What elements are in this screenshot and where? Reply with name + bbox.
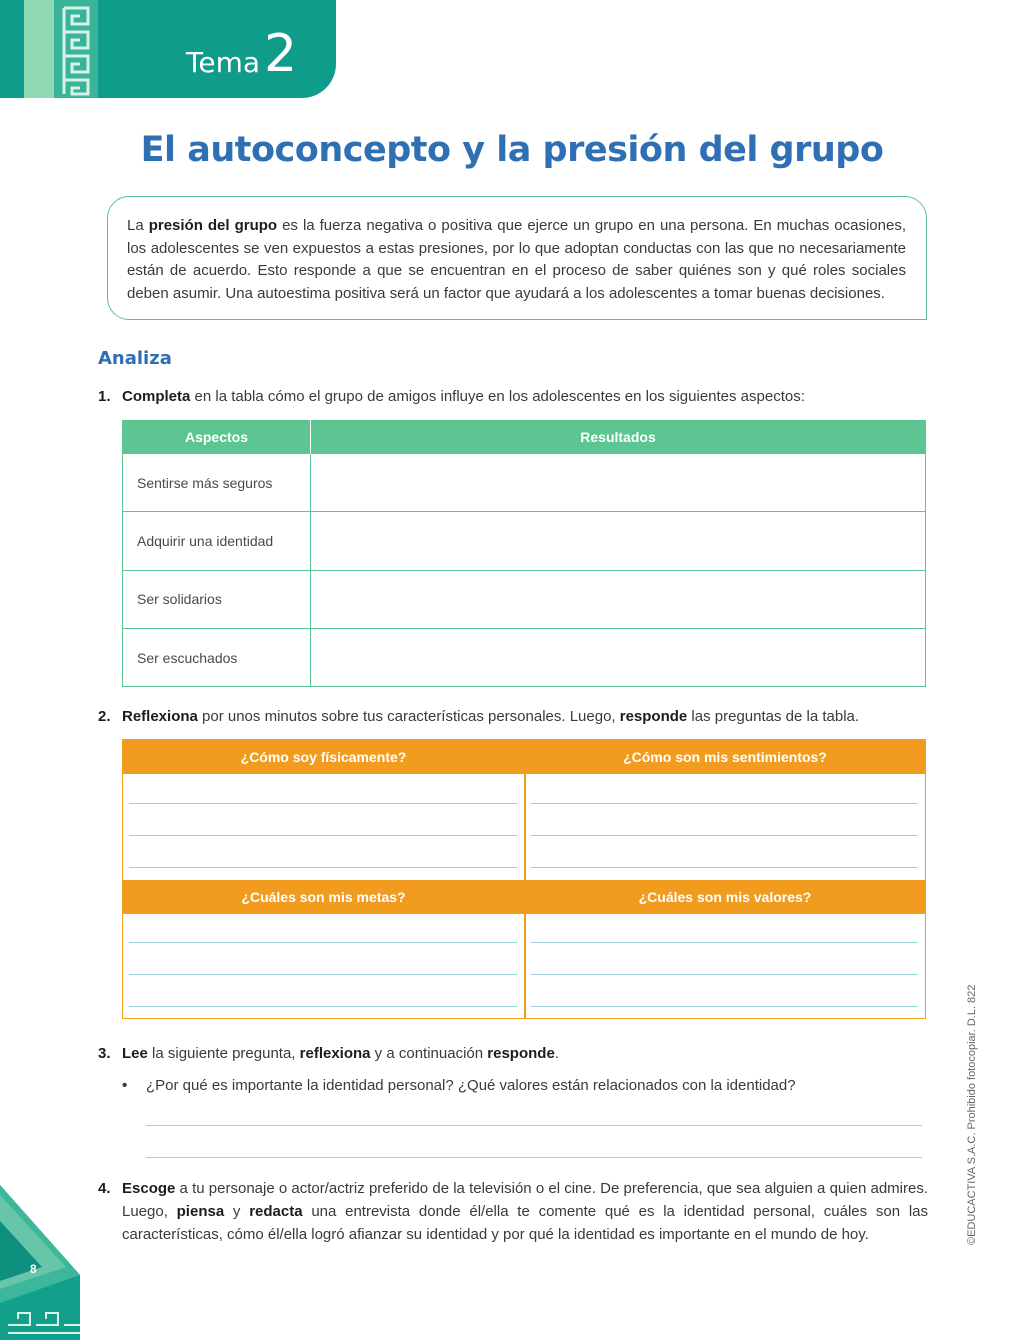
answer-line[interactable] <box>531 867 918 868</box>
answer-line[interactable] <box>129 803 517 804</box>
question-4-text <box>122 1177 928 1246</box>
result-cell[interactable] <box>311 628 926 686</box>
aspect-cell: Ser solidarios <box>123 570 311 628</box>
header-stripe-light <box>24 0 54 98</box>
result-cell[interactable] <box>311 512 926 570</box>
intro-text: es la fuerza negativa o positiva que ejerce un grupo en una persona. En muchas ocasiones, los adolescentes se ven expuestos a estas presiones, por lo que adoptan conductas con las que no necesariamente están de acuerdo. Esto responde a que se encuentran en el proceso de saber quiénes son y qué roles sociales deben asumir. Una autoestima positiva será un factor que ayudará a los adolescentes a tomar buenas decisiones. <box>127 217 906 302</box>
tema-header-tab <box>0 0 336 98</box>
aspect-cell: Adquirir una identidad <box>123 512 311 570</box>
header-feelings: ¿Cómo son mis sentimientos? <box>526 740 925 774</box>
question-text: las preguntas de la tabla. <box>687 708 860 725</box>
question-verb: Escoge <box>122 1180 176 1197</box>
question-verb: redacta <box>249 1203 303 1220</box>
aspect-cell: Sentirse más seguros <box>123 454 311 512</box>
bullet-question: ¿Por qué es importante la identidad personal? ¿Qué valores están relacionados con la identidad? <box>146 1077 796 1094</box>
table-row <box>123 628 926 686</box>
answer-line[interactable] <box>129 835 517 836</box>
header-physical: ¿Cómo soy físicamente? <box>123 740 524 774</box>
answer-line[interactable] <box>129 942 517 943</box>
tema-label: Tema <box>186 46 261 79</box>
answer-line[interactable] <box>531 1006 918 1007</box>
bullet: • <box>122 1077 128 1094</box>
header-values: ¿Cuáles son mis valores? <box>526 880 925 914</box>
question-number: 4. <box>98 1180 111 1197</box>
answer-line[interactable] <box>531 974 918 975</box>
question-verb: Lee <box>122 1045 148 1062</box>
question-number: 3. <box>98 1045 111 1062</box>
table-row <box>123 512 926 570</box>
table-row <box>123 454 926 512</box>
answer-line[interactable] <box>146 1157 922 1158</box>
question-verb: reflexiona <box>299 1045 371 1062</box>
question-text: . <box>554 1045 559 1062</box>
question-text: la siguiente pregunta, <box>147 1045 300 1062</box>
intro-text-start: La <box>127 217 149 234</box>
tema-number: 2 <box>264 24 298 84</box>
aspect-cell: Ser escuchados <box>123 628 311 686</box>
corner-decoration <box>0 1185 100 1340</box>
question-text: a tu personaje o actor/actriz preferido de la televisión o el cine. De preferencia, que sea alguien a quien admires. Luego, <box>122 1180 928 1220</box>
greek-key-pattern-icon <box>60 4 92 96</box>
answer-line[interactable] <box>531 803 918 804</box>
question-text: y <box>224 1203 250 1220</box>
page-number: 8 <box>30 1262 37 1276</box>
question-verb: responde <box>619 708 688 725</box>
answer-line[interactable] <box>129 867 517 868</box>
copyright-notice: ©EDUCACTIVA S.A.C. Prohibido fotocopiar. D.L. 822 <box>966 984 978 1245</box>
answer-line[interactable] <box>146 1125 922 1126</box>
intro-keyword: presión del grupo <box>148 217 278 234</box>
section-heading: Analiza <box>98 348 172 369</box>
result-cell[interactable] <box>311 454 926 512</box>
table-header-results: Resultados <box>311 421 926 454</box>
question-text: una entrevista donde él/ella te comente qué es la identidad personal, cuáles son las características, cómo él/ella logró afianzar su identidad y por qué la identidad es importante en el mundo de hoy. <box>122 1203 928 1243</box>
question-verb: piensa <box>176 1203 225 1220</box>
intro-box <box>107 196 927 320</box>
table-row <box>123 570 926 628</box>
header-goals: ¿Cuáles son mis metas? <box>123 880 524 914</box>
question-text: en la tabla cómo el grupo de amigos influye en los adolescentes en los siguientes aspectos: <box>190 388 805 405</box>
question-3 <box>98 1043 559 1065</box>
question-number: 2. <box>98 708 111 725</box>
answer-line[interactable] <box>129 1006 517 1007</box>
question-number: 1. <box>98 388 111 405</box>
question-verb: responde <box>487 1045 555 1062</box>
question-verb: Reflexiona <box>122 708 198 725</box>
table-header-aspects: Aspectos <box>123 421 311 454</box>
answer-line[interactable] <box>129 974 517 975</box>
question-1 <box>98 386 805 408</box>
result-cell[interactable] <box>311 570 926 628</box>
question-3-bullet <box>122 1077 796 1094</box>
answer-line[interactable] <box>531 835 918 836</box>
page-title: El autoconcepto y la presión del grupo <box>140 130 884 170</box>
aspects-table <box>122 420 926 687</box>
question-text: por unos minutos sobre tus características personales. Luego, <box>197 708 620 725</box>
question-verb: Completa <box>122 388 191 405</box>
question-2 <box>98 706 859 728</box>
column-divider <box>524 740 526 1018</box>
question-4 <box>98 1177 928 1246</box>
answer-line[interactable] <box>531 942 918 943</box>
self-reflection-table <box>122 739 926 1019</box>
question-text: y a continuación <box>370 1045 488 1062</box>
